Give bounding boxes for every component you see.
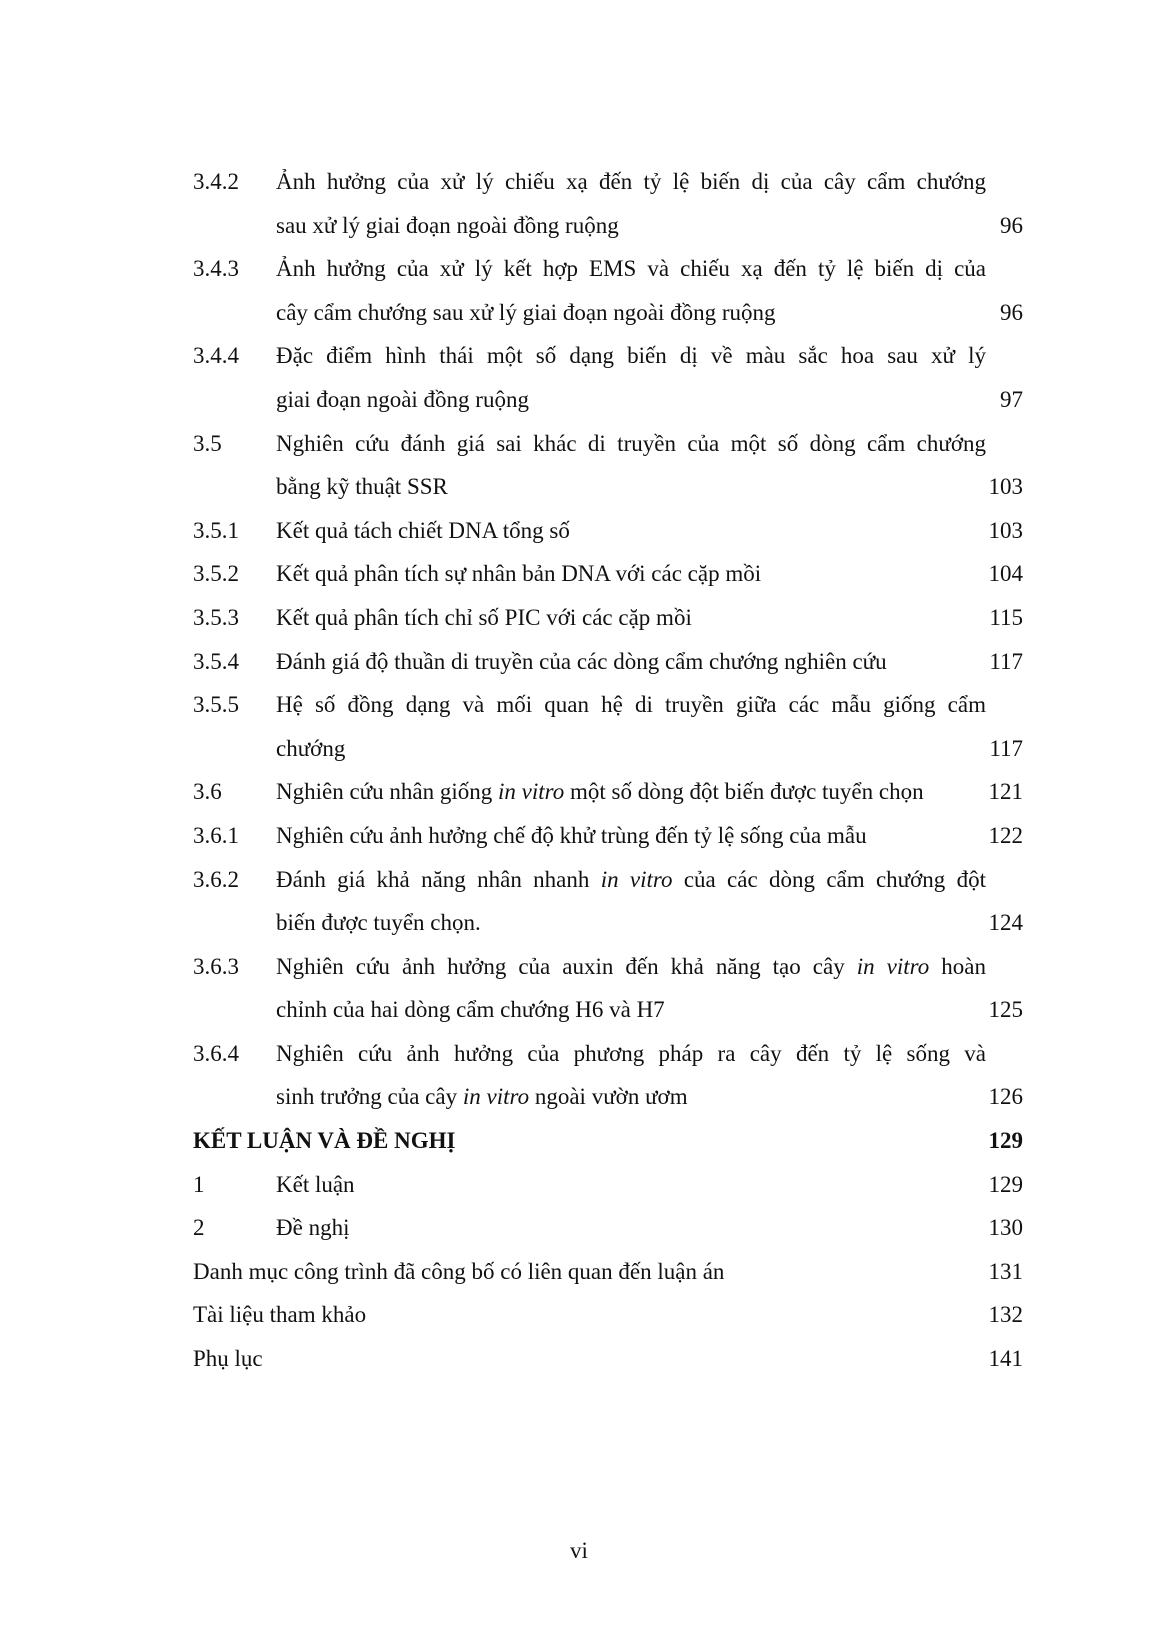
toc-title: Hệ số đồng dạng và mối quan hệ di truyền giữa các mẫu giống cẩm	[276, 692, 986, 718]
toc-title-cont: sinh trưởng của cây in vitro ngoài vườn ươm	[276, 1084, 688, 1110]
toc-page: 141	[988, 1346, 1023, 1372]
toc-entry-1[interactable]	[193, 1163, 1023, 1207]
toc-page: 125	[988, 997, 1023, 1023]
toc-entry-3-4-2[interactable]	[193, 160, 1023, 247]
toc-entry-3-6[interactable]	[193, 770, 1023, 814]
toc-title-cont: biến được tuyển chọn.	[276, 910, 481, 936]
toc-title: Nghiên cứu nhân giống in vitro một số dòng đột biến được tuyển chọn	[276, 779, 924, 805]
toc-entry-3-5-1[interactable]	[193, 509, 1023, 553]
toc-page: 122	[988, 822, 1023, 848]
toc-page: 126	[988, 1084, 1023, 1110]
toc-page: 129	[988, 1171, 1023, 1197]
toc-entry-appendix[interactable]	[193, 1337, 1023, 1381]
toc-title: Phụ lục	[193, 1346, 263, 1372]
toc-number: 3.5.5	[193, 692, 239, 718]
toc-number: 3.5.3	[193, 604, 239, 630]
toc-number: 3.6	[193, 779, 222, 805]
toc-page: 96	[1000, 299, 1023, 325]
latin-term: in vitro	[856, 953, 930, 979]
toc-title-cont: chỉnh của hai dòng cẩm chướng H6 và H7	[276, 997, 665, 1023]
toc-number: 1	[193, 1171, 205, 1197]
toc-title-cont: chướng	[276, 735, 346, 761]
toc-page: 103	[988, 517, 1023, 543]
toc-number: 3.4.4	[193, 343, 239, 369]
page-number: vi	[570, 1538, 588, 1563]
toc-page: 104	[988, 561, 1023, 587]
toc-title: Nghiên cứu ảnh hưởng của auxin đến khả năng tạo cây in vitro hoàn	[276, 953, 986, 979]
toc-number: 3.6.2	[193, 866, 239, 892]
toc-entry-2[interactable]	[193, 1206, 1023, 1250]
toc-number: 3.4.2	[193, 169, 239, 194]
toc-title: Kết quả tách chiết DNA tổng số	[276, 517, 570, 543]
toc-title: KẾT LUẬN VÀ ĐỀ NGHỊ	[193, 1128, 456, 1154]
toc-number: 3.5.4	[193, 648, 239, 674]
toc-entry-3-4-4[interactable]	[193, 334, 1023, 421]
toc-entry-3-5[interactable]	[193, 422, 1023, 509]
toc-title: Ảnh hưởng của xử lý chiếu xạ đến tỷ lệ biến dị của cây cẩm chướng	[276, 169, 986, 194]
toc-page: 115	[989, 604, 1023, 630]
toc-entry-3-5-5[interactable]	[193, 683, 1023, 770]
latin-term: in vitro	[462, 1084, 530, 1110]
toc-entry-3-5-3[interactable]	[193, 596, 1023, 640]
toc-number: 3.6.4	[193, 1040, 239, 1066]
toc-number: 3.5.2	[193, 561, 239, 587]
toc-page: 131	[988, 1258, 1023, 1284]
toc-title: Đặc điểm hình thái một số dạng biến dị về màu sắc hoa sau xử lý	[276, 343, 986, 369]
toc-title-cont: bằng kỹ thuật SSR	[276, 474, 448, 500]
toc-page: 124	[988, 910, 1023, 936]
toc-entry-3-5-4[interactable]	[193, 640, 1023, 684]
toc-entry-3-6-1[interactable]	[193, 814, 1023, 858]
toc-page: 97	[1000, 386, 1023, 412]
toc-title-cont: sau xử lý giai đoạn ngoài đồng ruộng	[276, 212, 619, 238]
toc-title: Đánh giá độ thuần di truyền của các dòng cẩm chướng nghiên cứu	[276, 648, 887, 674]
toc-entry-3-6-4[interactable]	[193, 1032, 1023, 1119]
toc-number: 3.5.1	[193, 517, 239, 543]
toc-title: Nghiên cứu ảnh hưởng của phương pháp ra cây đến tỷ lệ sống và	[276, 1040, 986, 1066]
toc-number: 2	[193, 1215, 205, 1241]
toc-title: Nghiên cứu ảnh hưởng chế độ khử trùng đến tỷ lệ sống của mẫu	[276, 822, 867, 848]
toc-title-cont: cây cẩm chướng sau xử lý giai đoạn ngoài đồng ruộng	[276, 299, 776, 325]
toc-entry-3-5-2[interactable]	[193, 552, 1023, 596]
toc-title: Tài liệu tham khảo	[193, 1302, 367, 1328]
toc-entry-3-4-3[interactable]	[193, 247, 1023, 334]
toc-entry-publications[interactable]	[193, 1250, 1023, 1294]
toc-entry-3-6-2[interactable]	[193, 858, 1023, 945]
toc-entry-3-6-3[interactable]	[193, 945, 1023, 1032]
toc-page: 117	[989, 735, 1023, 761]
toc-page: 103	[988, 474, 1023, 500]
toc-title: Đề nghị	[276, 1215, 350, 1241]
toc-title-cont: giai đoạn ngoài đồng ruộng	[276, 386, 529, 412]
toc-title: Nghiên cứu đánh giá sai khác di truyền của một số dòng cẩm chướng	[276, 430, 986, 456]
toc-title: Ảnh hưởng của xử lý kết hợp EMS và chiếu xạ đến tỷ lệ biến dị của	[276, 256, 986, 282]
table-of-contents	[193, 160, 1023, 1381]
toc-page: 129	[988, 1128, 1023, 1154]
toc-title: Kết luận	[276, 1171, 355, 1197]
toc-number: 3.5	[193, 430, 222, 456]
toc-number: 3.6.3	[193, 953, 239, 979]
toc-page: 130	[988, 1215, 1023, 1241]
toc-page: 117	[989, 648, 1023, 674]
toc-title: Đánh giá khả năng nhân nhanh in vitro của các dòng cẩm chướng đột	[276, 866, 987, 892]
toc-page: 121	[988, 779, 1023, 805]
toc-page: 132	[988, 1302, 1023, 1328]
latin-term: in vitro	[600, 866, 673, 892]
toc-page: 96	[1000, 212, 1023, 238]
toc-title: Kết quả phân tích sự nhân bản DNA với các cặp mồi	[276, 561, 762, 587]
toc-number: 3.4.3	[193, 256, 239, 282]
toc-title: Danh mục công trình đã công bố có liên quan đến luận án	[193, 1258, 725, 1284]
latin-term: in vitro	[497, 779, 565, 805]
toc-number: 3.6.1	[193, 822, 239, 848]
toc-entry-references[interactable]	[193, 1293, 1023, 1337]
toc-title: Kết quả phân tích chỉ số PIC với các cặp mồi	[276, 604, 692, 630]
toc-entry-conclusion[interactable]	[193, 1119, 1023, 1163]
